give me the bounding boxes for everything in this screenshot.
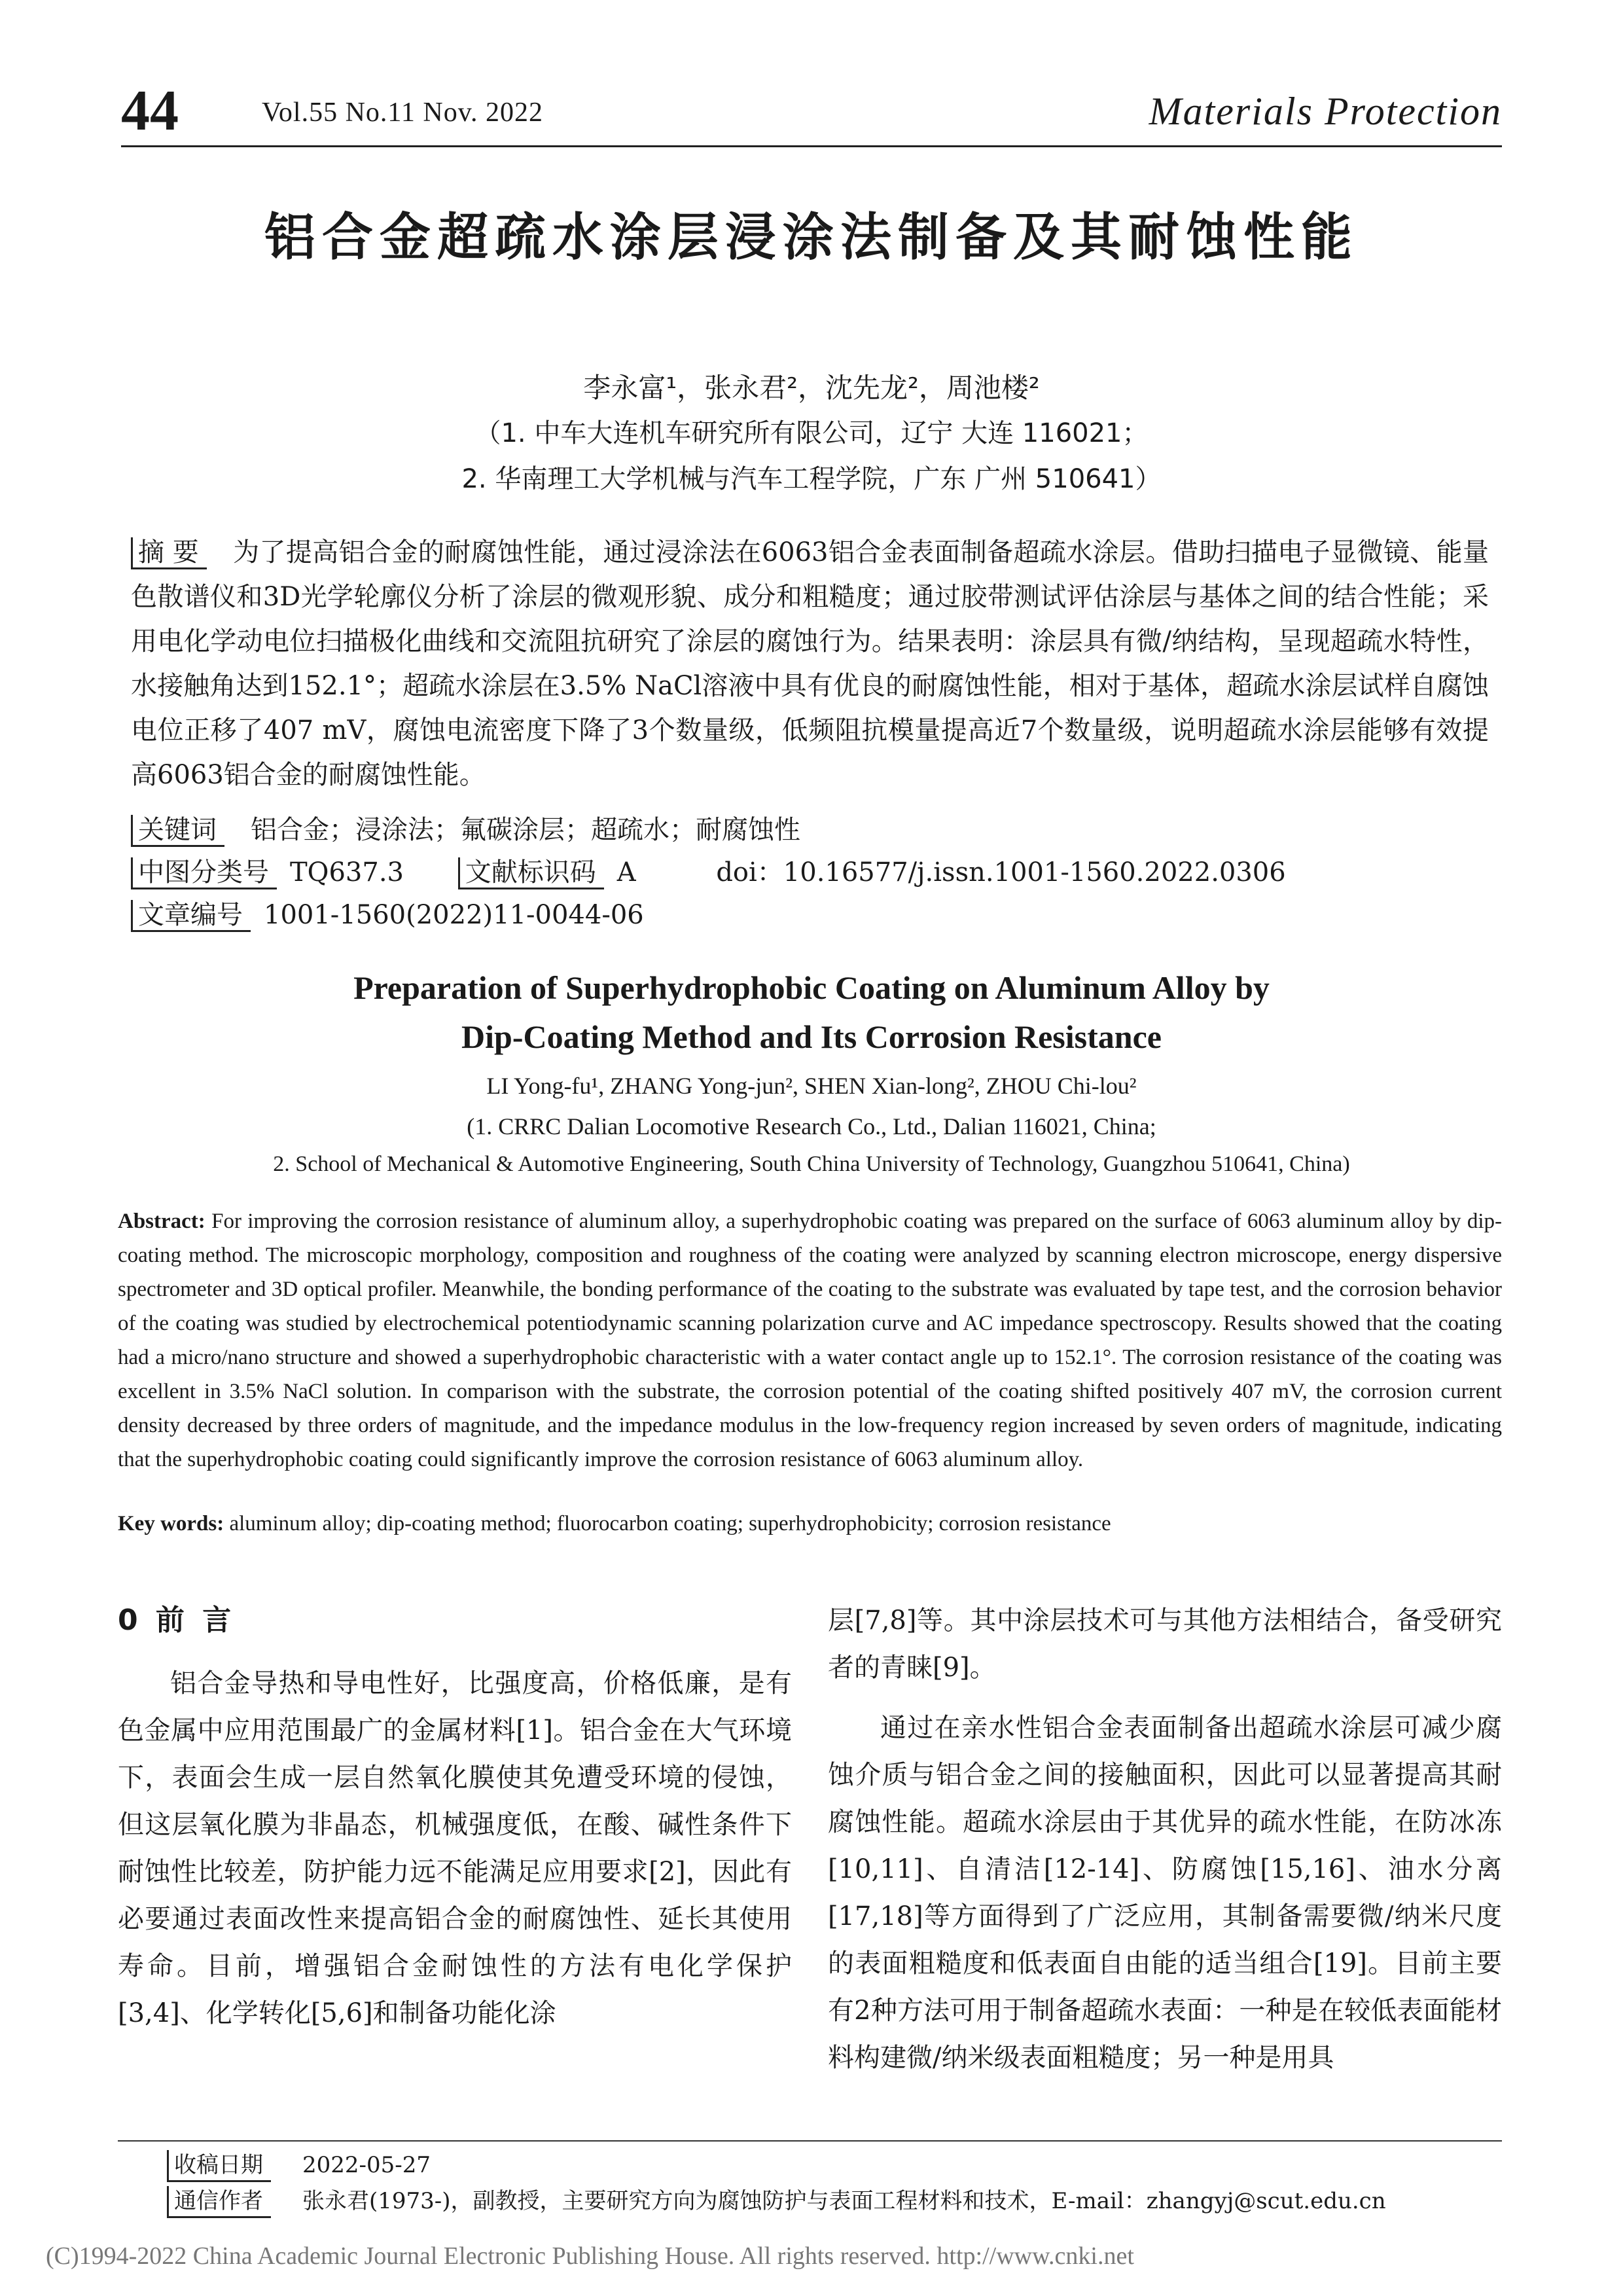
cn-keywords-label: 关键词 (131, 815, 224, 847)
intro-paragraph-3: 通过在亲水性铝合金表面制备出超疏水涂层可减少腐蚀介质与铝合金之间的接触面积，因此可以显著提高其耐腐蚀性能。超疏水涂层由于其优异的疏水性能，在防冰冻[10,11]、自清洁[12-14]、防腐蚀[15,16]、油水分离[17,18]等方面得到了广泛应用，其制备需要微/纳米尺度的表面粗糙度和低表面自由能的适当组合[19]。目前主要有2种方法可用于制备超疏水表面：一种是在较低表面能材料构建微/纳米级表面粗糙度；另一种是用具 (828, 1713, 1502, 2073)
en-abstract-label: Abstract: (118, 1210, 205, 1233)
page-header (121, 79, 1502, 144)
header-rule (121, 145, 1502, 147)
en-affiliation-1: (1. CRRC Dalian Locomotive Research Co., Ltd., Dalian 116021, China; (467, 1113, 1156, 1139)
page-number: 44 (121, 79, 179, 143)
intro-paragraph-2: 层[7,8]等。其中涂层技术可与其他方法相结合，备受研究者的青睐[9]。 (828, 1605, 1502, 1683)
doi: doi：10.16577/j.issn.1001-1560.2022.0306 (716, 857, 1286, 888)
body-column-left (118, 1597, 792, 2037)
volume-issue: Vol.55 No.11 Nov. 2022 (262, 98, 543, 128)
copyright-footer: (C)1994-2022 China Academic Journal Electronic Publishing House. All rights reserved. http://www.cnki.net (46, 2242, 1134, 2270)
cn-affiliation-2: 2. 华南理工大学机械与汽车工程学院，广东 广州 510641） (461, 464, 1162, 494)
intro-paragraph-1: 铝合金导热和导电性好，比强度高，价格低廉，是有色金属中应用范围最广的金属材料[1]。铝合金在大气环境下，表面会生成一层自然氧化膜使其免遭受环境的侵蚀，但这层氧化膜为非晶态，机械强度低，在酸、碱性条件下耐蚀性比较差，防护能力远不能满足应用要求[2]，因此有必要通过表面改性来提高铝合金的耐腐蚀性、延长其使用寿命。目前，增强铝合金耐蚀性的方法有电化学保护[3,4]、化学转化[5,6]和制备功能化涂 (118, 1668, 792, 2028)
en-title-line-1: Preparation of Superhydrophobic Coating on Aluminum Alloy by (353, 969, 1270, 1006)
cn-article-number (131, 897, 644, 933)
en-keywords (118, 1512, 1502, 1536)
received-date: 2022-05-27 (302, 2152, 431, 2178)
footnote-rule (118, 2140, 1502, 2142)
article-number-value: 1001-1560(2022)11-0044-06 (264, 900, 644, 930)
corresponding-text: 张永君(1973-)，副教授，主要研究方向为腐蚀防护与表面工程材料和技术，E-mail：zhangyj@scut.edu.cn (302, 2188, 1386, 2214)
cn-keywords (131, 812, 800, 848)
section-heading: 0 前 言 (118, 1604, 236, 1637)
en-affiliation-2: 2. School of Mechanical & Automotive Engineering, South China University of Technology, Guangzhou 510641, China) (273, 1152, 1350, 1176)
doc-code-value: A (616, 857, 636, 888)
footnote-corresponding (167, 2186, 1386, 2218)
clc-label: 中图分类号 (131, 857, 277, 889)
en-abstract-text: For improving the corrosion resistance of aluminum alloy, a superhydrophobic coating was prepared on the surface of 6063 aluminum alloy by dip-coating method. The microscopic morphology, composition and roughness of the coating were analyzed by scanning electron microscope, energy dispersive spectrometer and 3D optical profiler. Meanwhile, the bonding performance of the coating to the substrate was evaluated by tape test, and the corrosion behavior of the coating was studied by electrochemical potentiodynamic scanning polarization curve and AC impedance spectroscopy. Results showed that the coating had a micro/nano structure and showed a superhydrophobic characteristic with a water contact angle up to 152.1°. The corrosion resistance of the coating was excellent in 3.5% NaCl solution. In comparison with the substrate, the corrosion potential of the coating shifted positively 407 mV, the corrosion current density decreased by three orders of magnitude, and the impedance modulus in the low-frequency region increased by seven orders of magnitude, indicating that the superhydrophobic coating could significantly improve the corrosion resistance of 6063 aluminum alloy. (118, 1210, 1503, 1471)
cn-abstract (131, 530, 1489, 797)
en-abstract (118, 1204, 1502, 1477)
clc-value: TQ637.3 (290, 857, 404, 888)
journal-name: Materials Protection (1149, 90, 1502, 133)
en-keywords-label: Key words: (118, 1512, 224, 1535)
en-title-line-2: Dip-Coating Method and Its Corrosion Resistance (461, 1018, 1162, 1055)
cn-classification-row (131, 854, 1286, 891)
corresponding-label: 通信作者 (167, 2186, 271, 2218)
cn-title: 铝合金超疏水涂层浸涂法制备及其耐蚀性能 (264, 208, 1359, 267)
doc-code-label: 文献标识码 (458, 857, 604, 889)
en-authors: LI Yong-fu¹, ZHANG Yong-jun², SHEN Xian-long², ZHOU Chi-lou² (486, 1073, 1137, 1099)
cn-keywords-text: 铝合金；浸涂法；氟碳涂层；超疏水；耐腐蚀性 (251, 815, 800, 845)
cn-abstract-text: 为了提高铝合金的耐腐蚀性能，通过浸涂法在6063铝合金表面制备超疏水涂层。借助扫描电子显微镜、能量色散谱仪和3D光学轮廓仪分析了涂层的微观形貌、成分和粗糙度；通过胶带测试评估涂层与基体之间的结合性能；采用电化学动电位扫描极化曲线和交流阻抗研究了涂层的腐蚀行为。结果表明：涂层具有微/纳结构，呈现超疏水特性，水接触角达到152.1°；超疏水涂层在3.5% NaCl溶液中具有优良的耐腐蚀性能，相对于基体，超疏水涂层试样自腐蚀电位正移了407 mV，腐蚀电流密度下降了3个数量级，低频阻抗模量提高近7个数量级，说明超疏水涂层能够有效提高6063铝合金的耐腐蚀性能。 (131, 537, 1489, 790)
body-column-right (828, 1597, 1502, 2081)
footnote-received (167, 2150, 431, 2182)
en-keywords-text: aluminum alloy; dip-coating method; fluorocarbon coating; superhydrophobicity; corrosion resistance (229, 1512, 1111, 1535)
cn-authors: 李永富¹，张永君²，沈先龙²，周池楼² (583, 372, 1040, 404)
cn-affiliation-1: （1. 中车大连机车研究所有限公司，辽宁 大连 116021； (474, 418, 1149, 448)
article-number-label: 文章编号 (131, 900, 251, 932)
cn-abstract-label: 摘 要 (131, 537, 207, 569)
received-label: 收稿日期 (167, 2150, 271, 2182)
